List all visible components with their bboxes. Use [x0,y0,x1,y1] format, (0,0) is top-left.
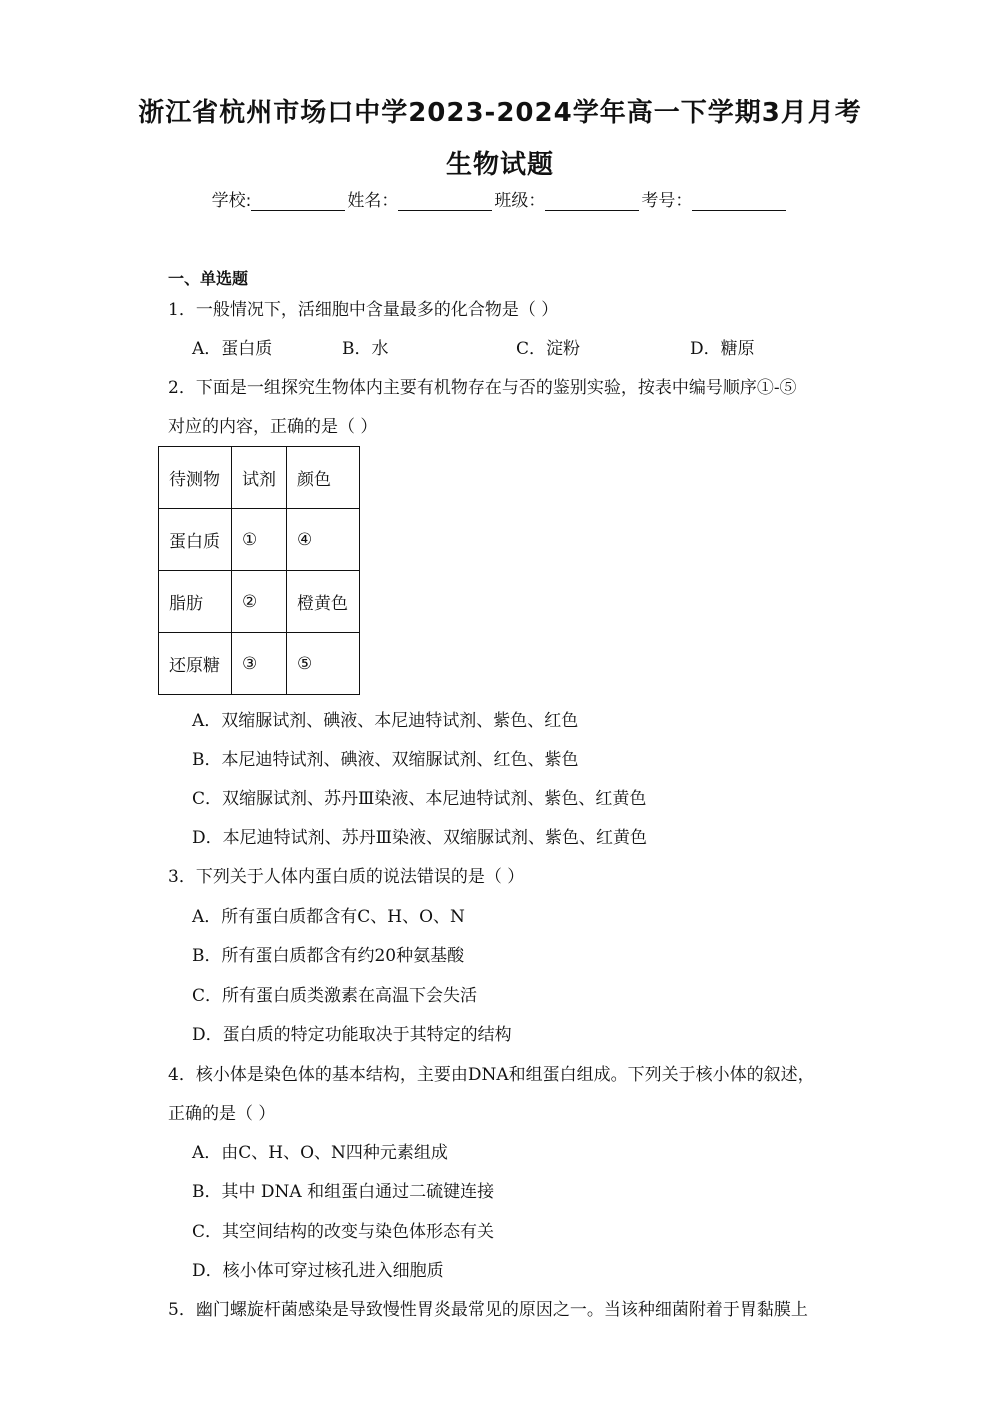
table-cell: ① [232,509,287,571]
table-row [159,633,360,695]
q4-stem-line1: 4．核小体是染色体的基本结构，主要由DNA和组蛋白组成。下列关于核小体的叙述， [168,1065,815,1085]
name-blank[interactable] [398,192,492,211]
q1-option-c: C．淀粉 [516,339,581,359]
school-label: 学校: [211,191,252,211]
section-title: 一、单选题 [168,269,249,288]
q4-option-a: A．由C、H、O、N四种元素组成 [192,1143,448,1163]
table-cell: 橙黄色 [287,571,360,633]
q3-option-c: C．所有蛋白质类激素在高温下会失活 [192,986,478,1006]
exam-number-blank[interactable] [692,192,786,211]
exam-title-line1: 浙江省杭州市场口中学2023-2024学年高一下学期3月月考 [138,98,862,128]
q1-option-a: A．蛋白质 [192,339,273,359]
q3-stem: 3．下列关于人体内蛋白质的说法错误的是（ ） [168,867,525,887]
q1-option-b: B．水 [342,339,389,359]
q5-stem-line1: 5．幽门螺旋杆菌感染是导致慢性胃炎最常见的原因之一。当该种细菌附着于胃黏膜上 [168,1300,808,1320]
table-cell: ④ [287,509,360,571]
q2-stem-line2: 对应的内容，正确的是（ ） [168,417,378,437]
q2-table [158,446,360,695]
q4-option-d: D．核小体可穿过核孔进入细胞质 [192,1261,444,1281]
q4-option-c: C．其空间结构的改变与染色体形态有关 [192,1222,495,1242]
student-info-row [0,186,1000,211]
q4-stem-line2: 正确的是（ ） [168,1104,276,1124]
table-cell: ⑤ [287,633,360,695]
table-cell: 颜色 [287,447,360,509]
exam-number-label: 考号： [641,191,693,211]
q2-stem-line1: 2．下面是一组探究生物体内主要有机物存在与否的鉴别实验，按表中编号顺序①-⑤ [168,378,797,398]
table-cell: 脂肪 [159,571,232,633]
table-cell: 还原糖 [159,633,232,695]
name-label: 姓名： [347,191,399,211]
q2-option-a: A．双缩脲试剂、碘液、本尼迪特试剂、紫色、红色 [192,711,579,731]
table-cell: 待测物 [159,447,232,509]
class-blank[interactable] [545,192,639,211]
q3-option-b: B．所有蛋白质都含有约20种氨基酸 [192,946,465,966]
table-row [159,571,360,633]
q1-option-d: D．糖原 [690,339,755,359]
school-blank[interactable] [251,192,345,211]
table-cell: 蛋白质 [159,509,232,571]
table-cell: 试剂 [232,447,287,509]
q3-option-d: D．蛋白质的特定功能取决于其特定的结构 [192,1025,512,1045]
table-row [159,509,360,571]
class-label: 班级： [494,191,546,211]
table-cell: ② [232,571,287,633]
q4-option-b: B．其中 DNA 和组蛋白通过二硫键连接 [192,1182,495,1202]
q2-option-c: C．双缩脲试剂、苏丹Ⅲ染液、本尼迪特试剂、紫色、红黄色 [192,789,647,809]
q1-stem: 1．一般情况下，活细胞中含量最多的化合物是（ ） [168,300,559,320]
q2-option-b: B．本尼迪特试剂、碘液、双缩脲试剂、红色、紫色 [192,750,579,770]
exam-title-line2: 生物试题 [445,150,554,180]
table-cell: ③ [232,633,287,695]
q2-option-d: D．本尼迪特试剂、苏丹Ⅲ染液、双缩脲试剂、紫色、红黄色 [192,828,648,848]
table-row [159,447,360,509]
q3-option-a: A．所有蛋白质都含有C、H、O、N [192,907,465,927]
